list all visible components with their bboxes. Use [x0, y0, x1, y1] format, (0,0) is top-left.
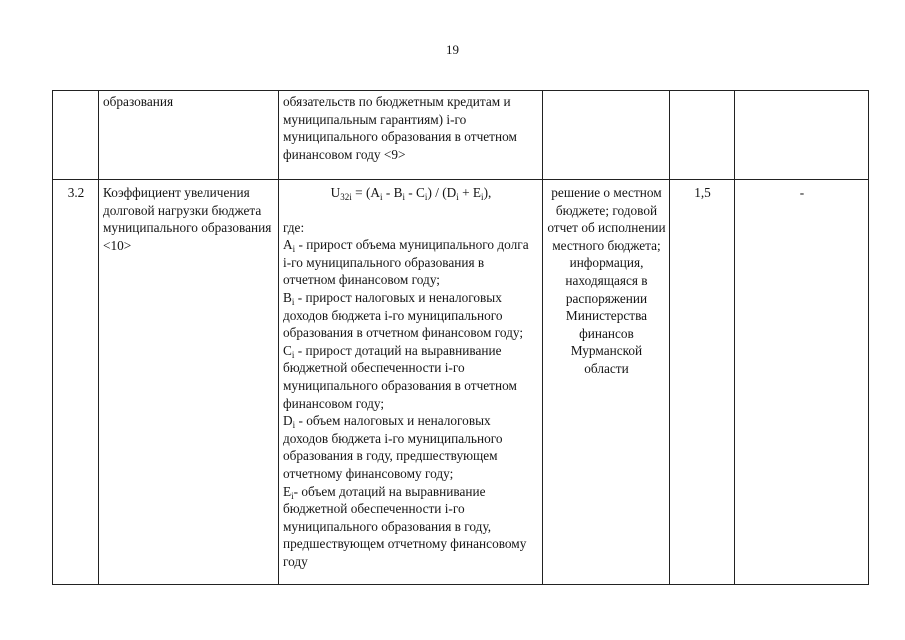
cell-indicator: образования [99, 91, 279, 180]
cell-formula: обязательств по бюджетным кредитам и муниципальным гарантиям) i-го муниципального образования в отчетном финансовом году <9> [279, 91, 543, 180]
cell-source-empty [543, 91, 670, 180]
table-row-continued [53, 91, 869, 180]
cell-row-number: 3.2 [53, 180, 99, 585]
cell-indicator-name: Коэффициент увеличения долговой нагрузки бюджета муниципального образования <10> [99, 180, 279, 585]
cell-num-empty [53, 91, 99, 180]
def-b: $B_i$ - прирост налоговых и неналоговых доходов бюджета i-го муниципального образования в отчетном финансовом году; [283, 289, 524, 341]
cell-formula-definition [279, 180, 543, 585]
formula-line: $U_{32i} = (A_i - B_i - C_i) / (D_i + E_i)$, [330, 185, 492, 202]
def-a: $A_i$ - прирост объема муниципального долга i-го муниципального образования в отчетном финансовом году; [283, 237, 529, 288]
criteria-table [52, 90, 869, 585]
def-c: $C_i$ - прирост дотаций на выравнивание бюджетной обеспеченности i-го муниципального образования в отчетном финансовом году; [283, 342, 517, 411]
def-d: $D_i$ - объем налоговых и неналоговых доходов бюджета i-го муниципального образования в году, предшествующем отчетному финансовому году; [283, 413, 503, 481]
cell-weight: 1,5 [670, 180, 735, 585]
table-row-3-2 [53, 180, 869, 585]
cell-weight-empty [670, 91, 735, 180]
cell-extra: - [735, 180, 869, 585]
where-label: где: [283, 219, 305, 235]
cell-extra-empty [735, 91, 869, 180]
cell-data-source: решение о местном бюджете; годовой отчет об исполнении местного бюджета; информация, находящаяся в распоряжении Министерства финансов Мурманской области [543, 180, 670, 585]
def-e: $E_i-$ объем дотаций на выравнивание бюджетной обеспеченности i-го муниципального образования в году, предшествующем отчетному финансовому году [283, 483, 527, 569]
page-number: 19 [446, 42, 459, 57]
